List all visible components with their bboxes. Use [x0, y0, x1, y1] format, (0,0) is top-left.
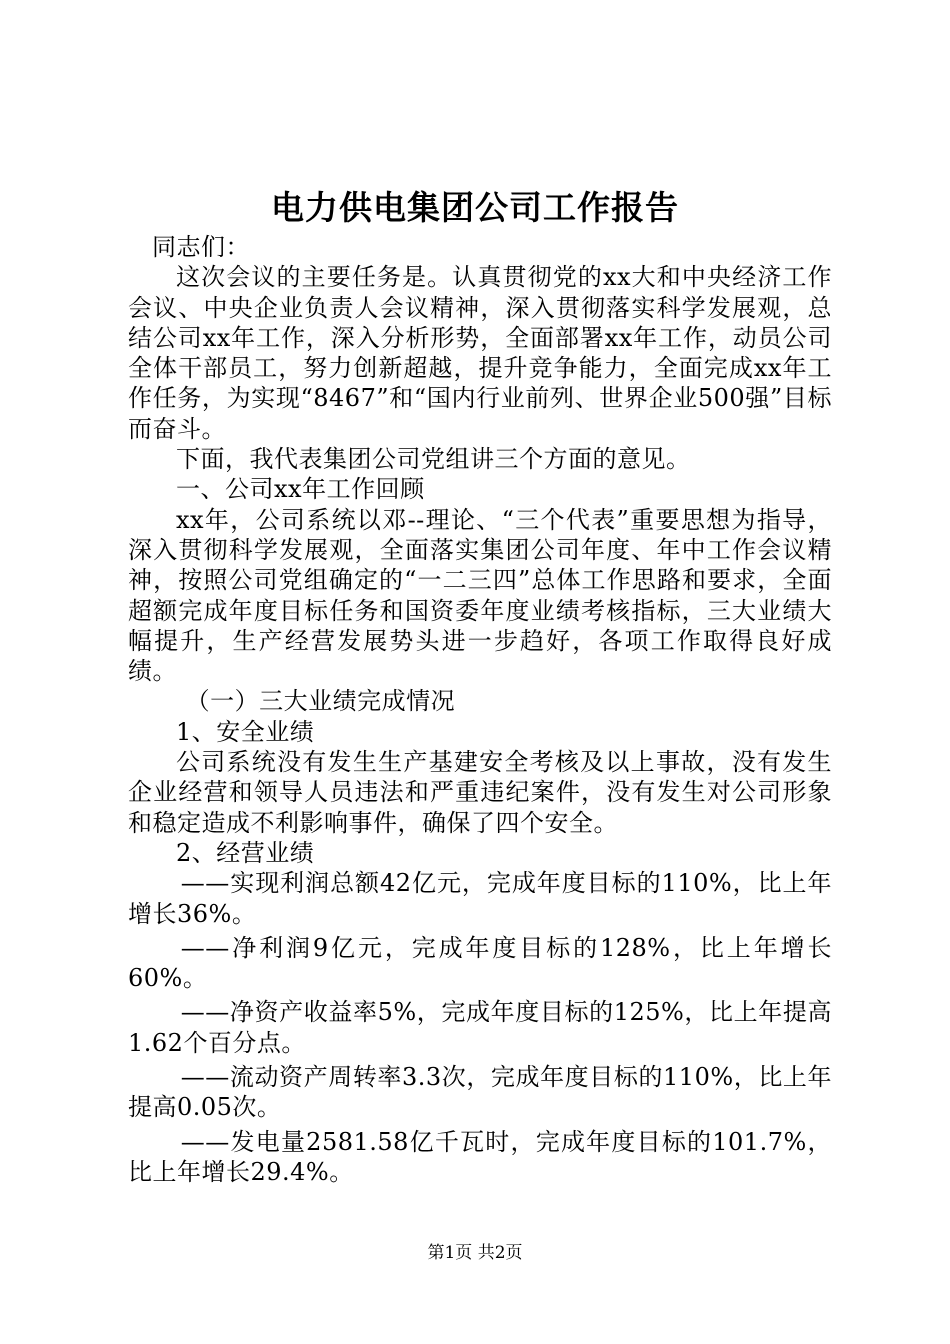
section-heading-review: 一、公司xx年工作回顾 — [176, 475, 425, 504]
paragraph-safety: 公司系统没有发生生产基建安全考核及以上事故，没有发生企业经营和领导人员违法和严重违纪案件，没有发生对公司形象和稳定造成不利影响事件，确保了四个安全。 — [128, 748, 832, 837]
list-item-net-profit: ——净利润9亿元，完成年度目标的128%，比上年增长60%。 — [128, 933, 832, 993]
paragraph-overview: 下面，我代表集团公司党组讲三个方面的意见。 — [176, 445, 691, 474]
paragraph-review: xx年，公司系统以邓--理论、“三个代表”重要思想为指导，深入贯彻科学发展观，全面落实集团公司年度、年中工作会议精神，按照公司党组确定的“一二三四”总体工作思路和要求，全面超额完成年度目标任务和国资委年度业绩考核指标，三大业绩大幅提升，生产经营发展势头进一步趋好，各项工作取得良好成绩。 — [128, 505, 832, 686]
list-item-profit: ——实现利润总额42亿元，完成年度目标的110%，比上年增长36%。 — [128, 869, 832, 928]
subsection-heading-performance: （一）三大业绩完成情况 — [185, 687, 456, 716]
page-footer: 第1页 共2页 — [427, 1243, 523, 1263]
list-item-generation: ——发电量2581.58亿千瓦时，完成年度目标的101.7%，比上年增长29.4%。 — [128, 1127, 832, 1186]
paragraph-intro: 这次会议的主要任务是。认真贯彻党的xx大和中央经济工作会议、中央企业负责人会议精神，深入贯彻落实科学发展观，总结公司xx年工作，深入分析形势，全面部署xx年工作，动员公司全体干部员工，努力创新超越，提升竞争能力，全面完成xx年工作任务，为实现“8467”和“国内行业前列、世界企业500强”目标而奋斗。 — [128, 263, 832, 443]
item-heading-operations: 2、经营业绩 — [176, 838, 315, 867]
list-item-roe: ——净资产收益率5%，完成年度目标的125%，比上年提高1.62个百分点。 — [128, 998, 832, 1057]
document-body — [128, 232, 832, 1187]
item-heading-safety: 1、安全业绩 — [176, 717, 315, 746]
document-title: 电力供电集团公司工作报告 — [271, 188, 679, 227]
list-item-turnover: ——流动资产周转率3.3次，完成年度目标的110%，比上年提高0.05次。 — [128, 1063, 832, 1122]
paragraph-greeting: 同志们： — [152, 233, 250, 261]
